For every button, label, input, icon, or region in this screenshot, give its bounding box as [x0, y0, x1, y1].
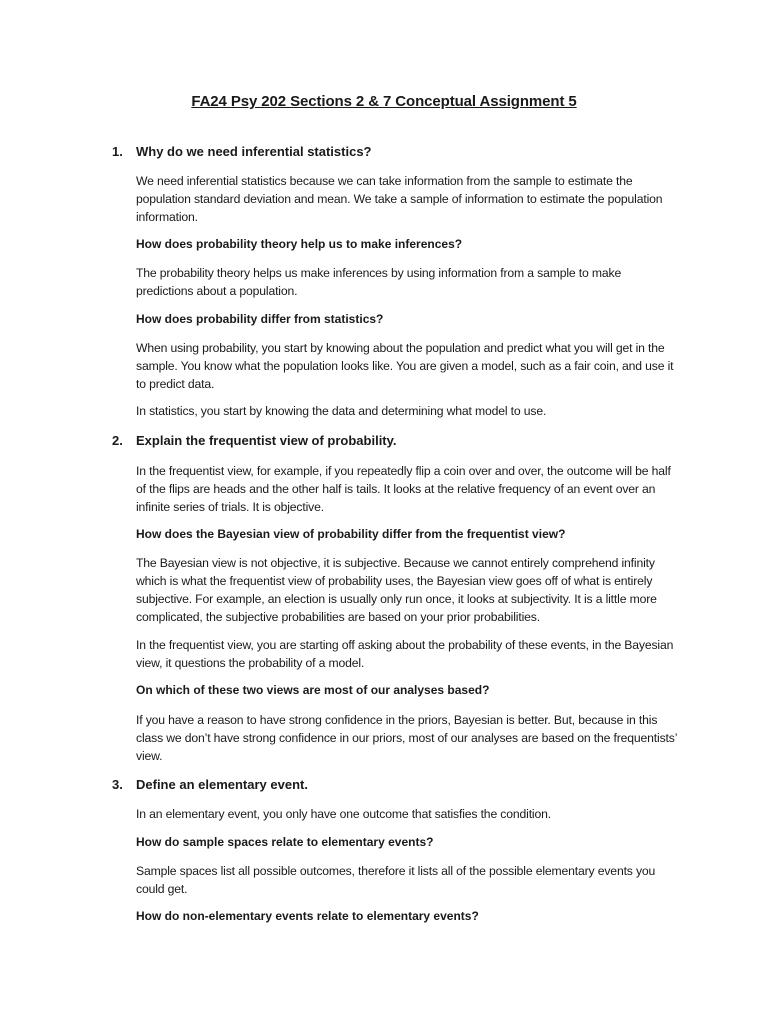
question-1-sub-1: How does probability theory help us to make inferences? — [136, 237, 463, 251]
question-3-sub-1-answer: Sample spaces list all possible outcomes, therefore it lists all of the possible elementary events you could get. — [136, 864, 656, 896]
question-2-text: Explain the frequentist view of probability. — [136, 433, 397, 448]
page-title: FA24 Psy 202 Sections 2 & 7 Conceptual Assignment 5 — [191, 93, 577, 110]
question-2-sub-1-answer-p2: In the frequentist view, you are starting off asking about the probability of these events, in the Bayesian view, it questions the probability of a model. — [136, 638, 674, 670]
question-2-answer: In the frequentist view, for example, if you repeatedly flip a coin over and over, the outcome will be half of the flips are heads and the other half is tails. It looks at the relative frequency of an event over an infinite series of trials. It is objective. — [136, 464, 671, 514]
question-3-sub-2: How do non-elementary events relate to elementary events? — [136, 909, 479, 923]
question-1-sub-2-answer-p1: When using probability, you start by knowing about the population and predict what you will get in the sample. You know what the population looks like. You are given a model, such as a fair coin, and use it to predict data. — [136, 341, 674, 391]
question-1-text: Why do we need inferential statistics? — [136, 144, 372, 159]
question-2-number: 2. — [112, 433, 123, 448]
question-1-answer: We need inferential statistics because we can take information from the sample to estimate the population standard deviation and mean. We take a sample of information to estimate the population information. — [136, 174, 663, 224]
question-1-sub-2-answer-p2: In statistics, you start by knowing the data and determining what model to use. — [136, 404, 547, 418]
question-3-number: 3. — [112, 777, 123, 792]
question-1-number: 1. — [112, 144, 123, 159]
question-2-sub-1-answer-p1: The Bayesian view is not objective, it is subjective. Because we cannot entirely comprehend infinity which is what the frequentist view of probability uses, the Bayesian view goes off of what is entirely subjective. For example, an election is usually only run once, it looks at subjectivity. It is a little more complicated, the subjective probabilities are based on your prior probabilities. — [136, 556, 657, 624]
question-3-text: Define an elementary event. — [136, 777, 308, 792]
question-2-sub-1: How does the Bayesian view of probability differ from the frequentist view? — [136, 527, 566, 541]
question-3-answer: In an elementary event, you only have one outcome that satisfies the condition. — [136, 807, 551, 821]
question-2-sub-2: On which of these two views are most of our analyses based? — [136, 683, 490, 697]
question-3-sub-1: How do sample spaces relate to elementary events? — [136, 835, 434, 849]
question-1-sub-2: How does probability differ from statistics? — [136, 312, 384, 326]
question-2-sub-2-answer: If you have a reason to have strong confidence in the priors, Bayesian is better. But, because in this class we don’t have strong confidence in our priors, most of our analyses are based on the frequentists’ view. — [136, 713, 677, 763]
question-1-sub-1-answer: The probability theory helps us make inferences by using information from a sample to make predictions about a population. — [136, 266, 622, 298]
